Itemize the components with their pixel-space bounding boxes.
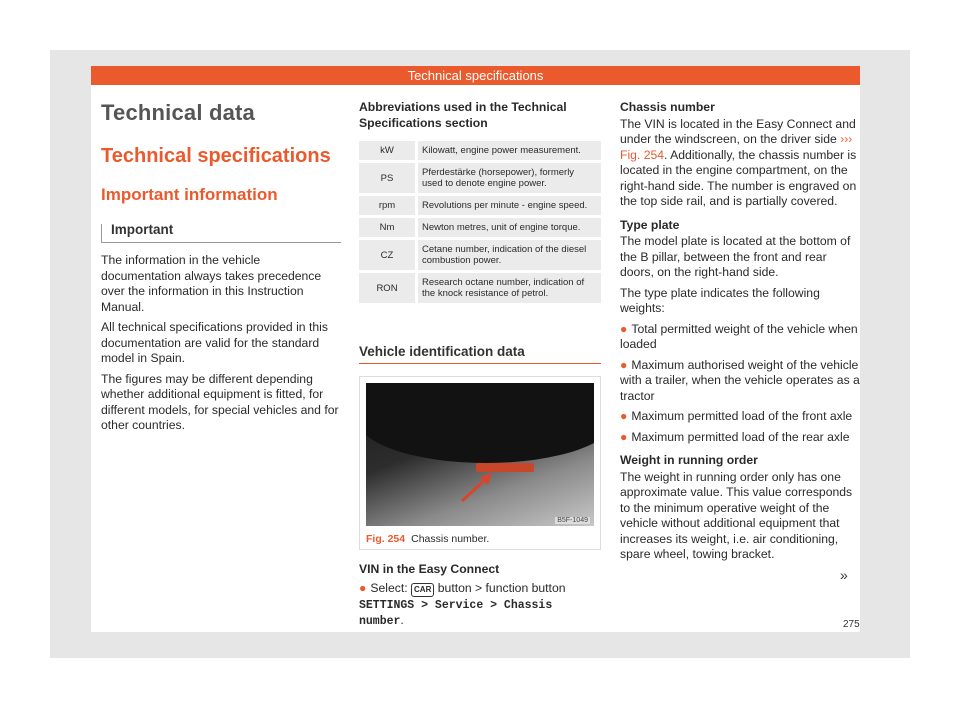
abbreviations-title: Abbreviations used in the Technical Specifications section bbox=[359, 100, 567, 130]
chassis-number-photo bbox=[366, 383, 594, 526]
header-bar: Technical specifications bbox=[91, 66, 860, 85]
bullet-icon: ● bbox=[620, 409, 628, 423]
list-item-text: Maximum authorised weight of the vehicle with a trailer, when the vehicle operates as a tractor bbox=[620, 357, 860, 403]
chassis-heading: Chassis number bbox=[620, 100, 715, 114]
vin-section bbox=[359, 562, 601, 635]
table-row bbox=[359, 240, 601, 270]
vin-text: button > function button bbox=[437, 580, 566, 595]
vin-menu-path: SETTINGS > Service > Chassis number bbox=[359, 598, 553, 628]
figure-254 bbox=[359, 376, 601, 550]
paragraph: The information in the vehicle documentation always takes precedence over the information in this Instruction Manual. bbox=[101, 253, 322, 314]
figure-caption bbox=[366, 533, 489, 545]
abbr-value: Research octane number, indication of the knock resistance of petrol. bbox=[418, 273, 601, 303]
abbr-key: rpm bbox=[359, 196, 418, 215]
vin-select: Select: bbox=[370, 580, 408, 595]
list-item bbox=[620, 409, 860, 425]
bullet-icon: ● bbox=[620, 357, 628, 372]
important-box bbox=[101, 222, 341, 243]
vin-end: . bbox=[400, 613, 404, 627]
figure-number: Fig. 254 bbox=[366, 533, 406, 545]
chassis-paragraph bbox=[620, 117, 860, 210]
type-plate-text: The model plate is located at the bottom of the B pillar, between the front and rear doors, on the right-hand side. bbox=[620, 234, 851, 279]
list-item bbox=[620, 430, 860, 446]
vin-heading: VIN in the Easy Connect bbox=[359, 562, 500, 576]
important-label: Important bbox=[111, 222, 174, 237]
abbr-key: RON bbox=[359, 273, 418, 303]
type-plate-text-2: The type plate indicates the following weights: bbox=[620, 285, 820, 315]
table-row bbox=[359, 196, 601, 215]
table-row bbox=[359, 163, 601, 193]
dashboard-shape bbox=[366, 383, 594, 463]
list-item-text: Maximum permitted load of the rear axle bbox=[631, 429, 850, 444]
weight-heading: Weight in running order bbox=[620, 453, 758, 467]
list-item-text: Total permitted weight of the vehicle when loaded bbox=[620, 321, 858, 351]
abbreviations-table bbox=[359, 138, 601, 306]
abbr-key: kW bbox=[359, 141, 418, 160]
heading-technical-data: Technical data bbox=[101, 100, 255, 125]
bullet-icon: ● bbox=[620, 429, 628, 444]
right-body bbox=[620, 100, 860, 568]
weight-text: The weight in running order only has one approximate value. This value corresponds to the minimum operative weight of the vehicle without additional equipment that increases its weight, i.e. air conditioning, spare wheel, towing bracket. bbox=[620, 469, 853, 561]
arrow-icon bbox=[458, 469, 498, 505]
figure-code: B5F-1049 bbox=[557, 517, 588, 524]
abbr-key: Nm bbox=[359, 218, 418, 237]
abbr-key: CZ bbox=[359, 240, 418, 270]
list-item bbox=[620, 322, 860, 353]
car-button-icon: CAR bbox=[411, 583, 434, 597]
list-item-text: Maximum permitted load of the front axle bbox=[631, 409, 853, 423]
table-row bbox=[359, 141, 601, 160]
paragraph: All technical specifications provided in this documentation are valid for the standard model in Spain. bbox=[101, 320, 328, 365]
abbr-key: PS bbox=[359, 163, 418, 193]
divider bbox=[101, 224, 102, 242]
table-row bbox=[359, 218, 601, 237]
abbr-value: Newton metres, unit of engine torque. bbox=[418, 218, 601, 237]
paragraph: The figures may be different depending whether additional equipment is fitted, for different models, for special vehicles and for other countries. bbox=[101, 371, 339, 432]
figure-caption-text: Chassis number. bbox=[411, 533, 490, 545]
vehicle-identification-heading: Vehicle identification data bbox=[359, 344, 601, 364]
chassis-text-2: . Additionally, the chassis number is located in the engine compartment, on the right-hand side. The number is engraved on the top side rail, and is partially covered. bbox=[620, 147, 857, 208]
bullet-icon: ● bbox=[620, 321, 628, 336]
table-row bbox=[359, 273, 601, 303]
vin-instruction bbox=[359, 581, 601, 630]
chassis-text: The VIN is located in the Easy Connect and under the windscreen, on the driver side bbox=[620, 116, 856, 146]
continue-icon: » bbox=[840, 567, 848, 583]
abbr-value: Revolutions per minute - engine speed. bbox=[418, 196, 601, 215]
figure-link[interactable]: ››› Fig. 254 bbox=[620, 132, 853, 162]
page-number: 275 bbox=[843, 619, 860, 630]
left-body bbox=[101, 253, 341, 439]
list-item bbox=[620, 358, 860, 405]
abbr-value: Cetane number, indication of the diesel combustion power. bbox=[418, 240, 601, 270]
abbr-value: Pferdestärke (horsepower), formerly used to denote engine power. bbox=[418, 163, 601, 193]
heading-important-information: Important information bbox=[101, 185, 278, 204]
bullet-icon: ● bbox=[359, 580, 367, 595]
heading-technical-specifications: Technical specifications bbox=[101, 145, 331, 167]
type-plate-heading: Type plate bbox=[620, 217, 680, 232]
abbr-value: Kilowatt, engine power measurement. bbox=[418, 141, 601, 160]
